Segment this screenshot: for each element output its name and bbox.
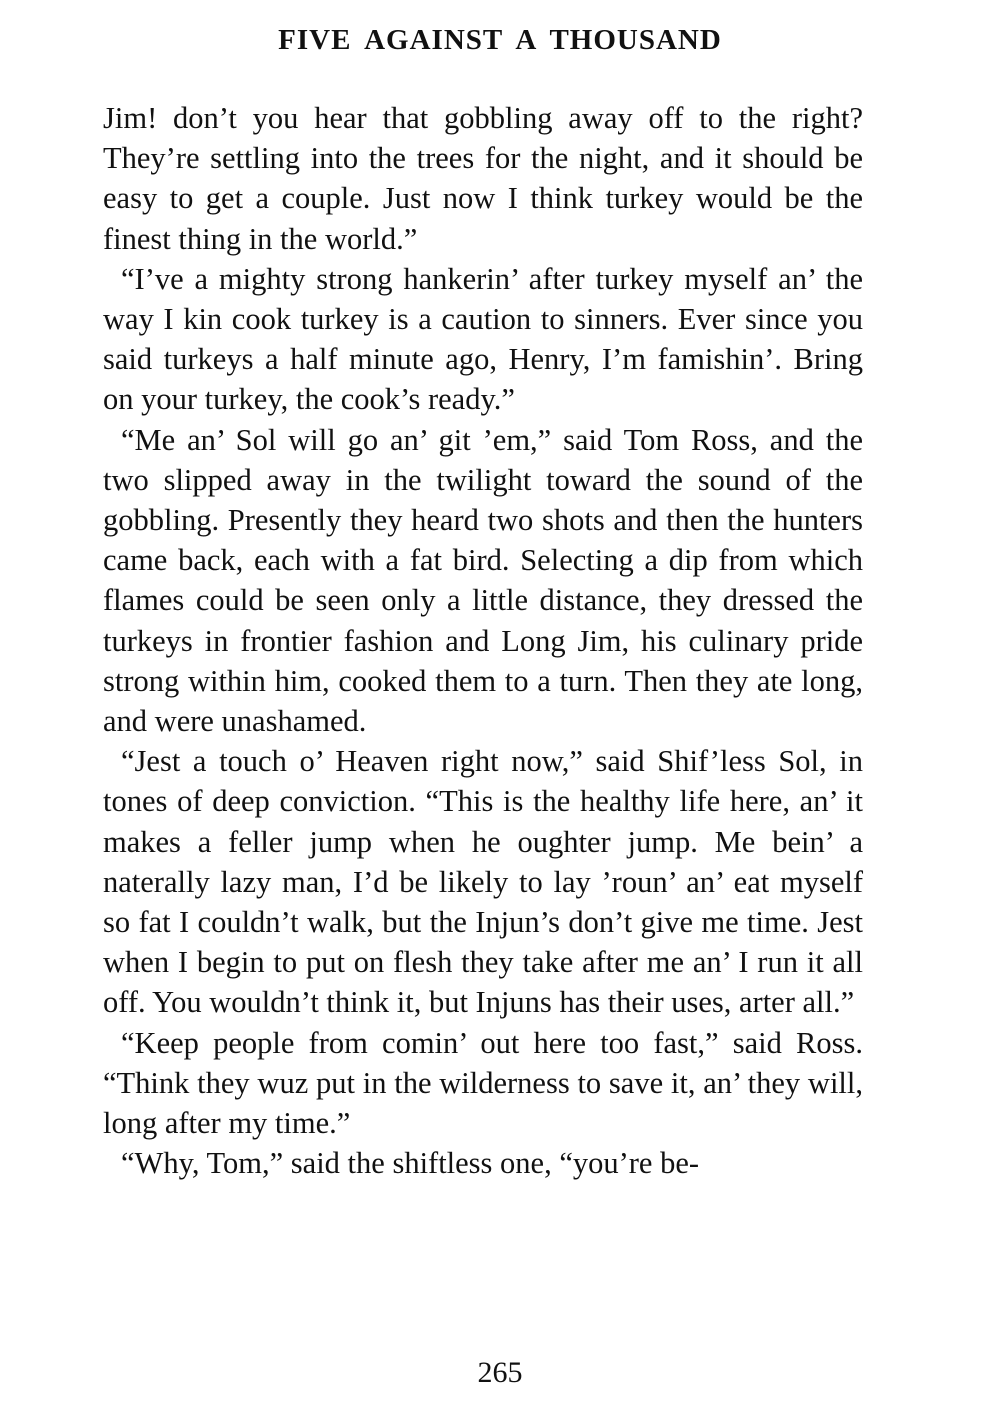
paragraph-turkey-hunt: “Me an’ Sol will go an’ git ’em,” said Tom Ross, and the two slipped away in the twilight toward the sound of the gobbling. Presently they heard two shots and then the hunters came back, each with a fat bird. Selecting a dip from which flames could be seen only a little distance, they dressed the turkeys in frontier fashion and Long Jim, his culinary pride strong within him, cooked them to a turn. Then they ate long, and were unashamed. bbox=[103, 422, 863, 739]
page-body bbox=[103, 98, 863, 1183]
running-header: FIVE AGAINST A THOUSAND bbox=[278, 24, 722, 56]
paragraph-why-tom: “Why, Tom,” said the shiftless one, “you’re be- bbox=[121, 1146, 700, 1181]
paragraph-continued: Jim! don’t you hear that gobbling away off to the right? They’re settling into the trees for the night, and it should be easy to get a couple. Just now I think turkey would be the finest thing in the world.” bbox=[103, 101, 863, 256]
paragraph-ross: “Keep people from comin’ out here too fast,” said Ross. “Think they wuz put in the wilderness to save it, an’ they will, long after my time.” bbox=[103, 1025, 863, 1141]
paragraph-shifless-sol: “Jest a touch o’ Heaven right now,” said Shif’less Sol, in tones of deep conviction. “This is the healthy life here, an’ it makes a feller jump when he oughter jump. Me bein’ a naterally lazy man, I’d be likely to lay ’roun’ an’ eat myself so fat I couldn’t walk, but the Injun’s don’t give me time. Jest when I begin to put on flesh they take after me an’ I run it all off. You wouldn’t think it, but Injuns has their uses, arter all.” bbox=[103, 744, 863, 1020]
paragraph-long-jim: “I’ve a mighty strong hankerin’ after turkey myself an’ the way I kin cook turkey is a caution to sinners. Ever since you said turkeys a half minute ago, Henry, I’m famishin’. Bring on your turkey, the cook’s ready.” bbox=[103, 261, 863, 417]
page-number: 265 bbox=[477, 1356, 523, 1389]
